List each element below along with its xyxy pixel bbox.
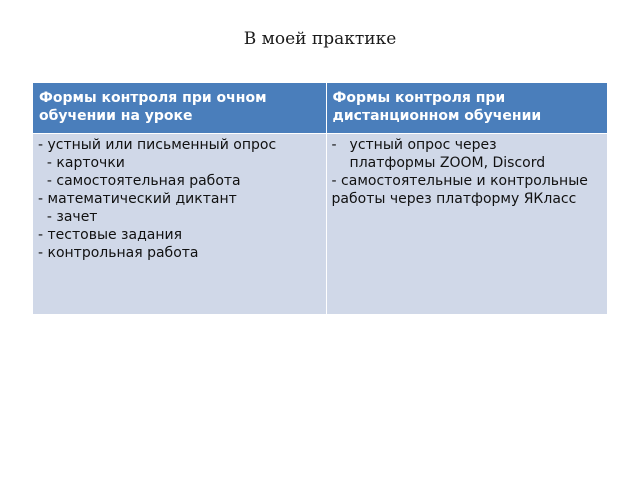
list-item: - самостоятельные и контрольные работы через платформу ЯКласс	[331, 173, 588, 207]
list-item: - карточки	[38, 155, 125, 171]
page-title: В моей практике	[243, 29, 397, 49]
list-item: - устный или письменный опрос	[38, 137, 277, 153]
forms-table	[32, 82, 608, 315]
table-row	[33, 134, 608, 315]
table-cell-inclass	[33, 134, 327, 315]
list-item: - зачет	[38, 209, 98, 225]
table-header-cell: Формы контроля при очном обучении на уроке	[33, 83, 327, 134]
list-item-text: устный опрос через платформы ZOOM, Discord	[349, 137, 546, 171]
bullet-icon: -	[331, 137, 337, 153]
table-header-cell: Формы контроля при дистанционном обучении	[326, 83, 607, 134]
list-item	[332, 136, 601, 172]
list-item: - контрольная работа	[38, 245, 199, 261]
list-item: - самостоятельная работа	[38, 173, 241, 189]
table-header-row	[33, 83, 608, 134]
list-item: - математический диктант	[38, 191, 237, 207]
list-item: - тестовые задания	[38, 227, 183, 243]
table-cell-distance	[326, 134, 607, 315]
